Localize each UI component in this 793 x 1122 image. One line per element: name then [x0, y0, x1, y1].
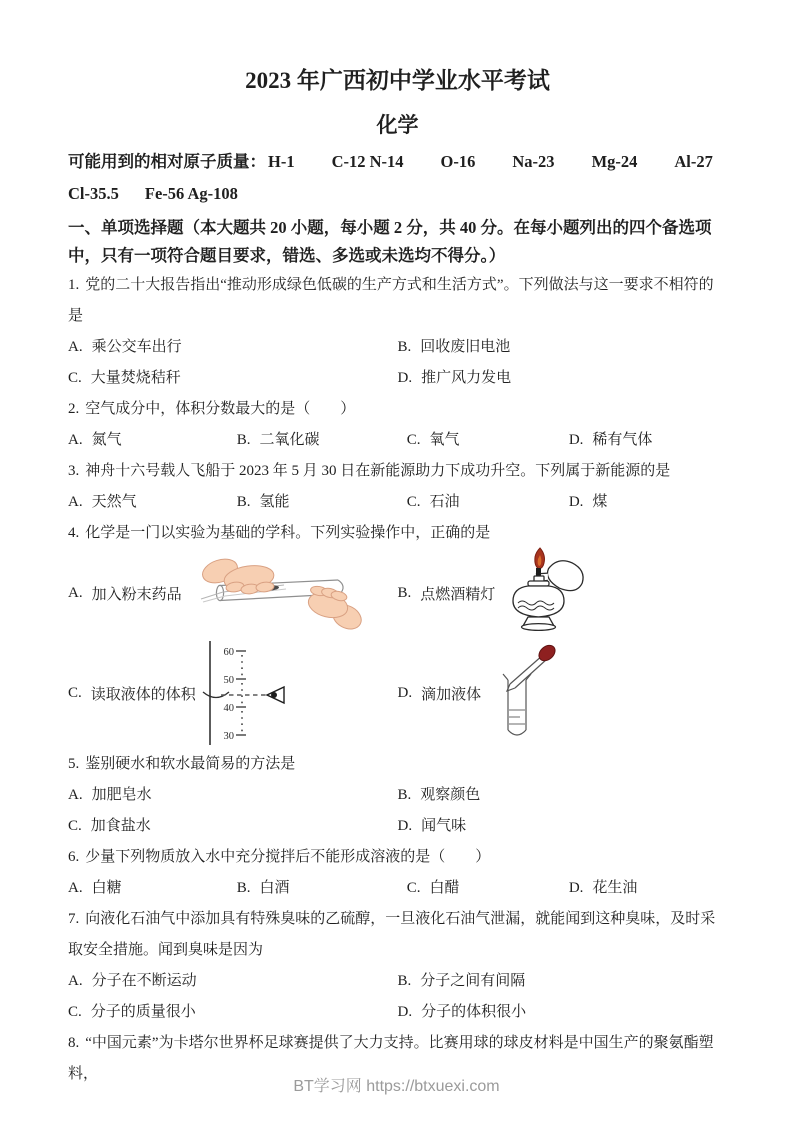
- add-powder-illustration: [187, 553, 365, 633]
- section-heading: 一、单项选择题（本大题共 20 小题，每小题 2 分，共 40 分。在每小题列出的四个备选项中，只有一项符合题目要求，错选、多选或未选均不得分。）: [68, 218, 712, 265]
- scale-label-30: 30: [223, 731, 234, 742]
- question-text: 6. 少量下列物质放入水中充分搅拌后不能形成溶液的是（ ）: [68, 849, 491, 865]
- options-row: [68, 811, 727, 842]
- option-a: A. 分子在不断运动: [68, 973, 197, 989]
- question-text: 2. 空气成分中，体积分数最大的是（ ）: [68, 401, 356, 417]
- option-d: D. 煤: [568, 494, 608, 510]
- question-number: 7.: [68, 911, 80, 927]
- scale-label-40: 40: [223, 703, 234, 714]
- question-4: [68, 518, 727, 749]
- option-d: D. 滴加液体: [398, 637, 728, 749]
- option-c: C. 读取液体的体积 60 50 40 30: [68, 637, 398, 749]
- options-row: [68, 549, 727, 637]
- question-number: 2.: [68, 401, 80, 417]
- options-row: [68, 363, 727, 394]
- page-title: 2023 年广西初中学业水平考试: [245, 68, 550, 93]
- options-row: [68, 780, 727, 811]
- option-c: C. 分子的质量很小: [68, 1004, 196, 1020]
- question-number: 6.: [68, 849, 80, 865]
- subject-title: 化学: [376, 113, 419, 137]
- question-7: [68, 904, 727, 1028]
- read-volume-illustration: [201, 638, 289, 748]
- question-text: 4. 化学是一门以实验为基础的学科。下列实验操作中，正确的是: [68, 525, 491, 541]
- options-row: [68, 487, 727, 518]
- atomic-mass-item: O-16: [440, 152, 476, 171]
- option-d: D. 闻气味: [397, 818, 467, 834]
- option-a: A. 加入粉末药品: [68, 549, 398, 637]
- question-5: [68, 749, 727, 842]
- option-a: A. 白糖: [68, 880, 122, 896]
- question-number: 4.: [68, 525, 80, 541]
- option-c: C. 石油: [406, 494, 460, 510]
- atomic-mass-item: Al-27: [674, 152, 713, 171]
- question-2: [68, 394, 727, 456]
- question-text: 3. 神舟十六号载人飞船于 2023 年 5 月 30 日在新能源助力下成功升空。下列属于新能源的是: [68, 463, 671, 479]
- question-number: 8.: [68, 1035, 80, 1051]
- atomic-mass-item: Fe-56 Ag-108: [144, 184, 238, 203]
- question-text: 8. “中国元素”为卡塔尔世界杯足球赛提供了大力支持。比赛用球的球皮材料是中国生产的聚氨酯塑料，: [68, 1035, 714, 1082]
- question-text: 5. 鉴别硬水和软水最简易的方法是: [68, 756, 296, 772]
- option-d: D. 花生油: [568, 880, 638, 896]
- atomic-mass-item: C-12 N-14: [331, 152, 404, 171]
- option-a: A. 氮气: [68, 432, 122, 448]
- left-hand: [199, 555, 275, 595]
- option-a: A. 乘公交车出行: [68, 339, 182, 355]
- footer-watermark: BT学习网 https://btxuexi.com: [293, 1078, 500, 1095]
- atomic-mass-item: H-1: [268, 152, 295, 171]
- option-c: C. 大量焚烧秸秆: [68, 370, 181, 386]
- question-3: [68, 456, 727, 518]
- question-number: 5.: [68, 756, 80, 772]
- option-b: B. 观察颜色: [397, 787, 481, 803]
- scale-label-60: 60: [223, 647, 234, 658]
- option-c: C. 白醋: [406, 880, 460, 896]
- dropper: [507, 655, 547, 691]
- option-b: B. 白酒: [236, 880, 290, 896]
- atomic-mass-item: Mg-24: [591, 152, 638, 171]
- option-b: B. 氢能: [236, 494, 290, 510]
- option-c: C. 加食盐水: [68, 818, 151, 834]
- option-d: D. 推广风力发电: [397, 370, 512, 386]
- options-row: [68, 966, 727, 997]
- options-row: [68, 425, 727, 456]
- scale-label-50: 50: [223, 675, 234, 686]
- eye-icon: [267, 687, 284, 703]
- option-a: A. 加肥皂水: [68, 787, 152, 803]
- option-d: D. 稀有气体: [568, 432, 653, 448]
- options-row: [68, 997, 727, 1028]
- atomic-masses-line-2: [68, 182, 727, 206]
- options-row: [68, 873, 727, 904]
- drop-liquid-illustration: [486, 640, 560, 746]
- options-row: [68, 637, 727, 749]
- question-number: 3.: [68, 463, 80, 479]
- atomic-mass-item: Na-23: [512, 152, 555, 171]
- question-1: [68, 270, 727, 394]
- option-b: B. 回收废旧电池: [397, 339, 511, 355]
- question-6: [68, 842, 727, 904]
- option-c: C. 氧气: [406, 432, 460, 448]
- option-b: B. 分子之间有间隔: [397, 973, 526, 989]
- question-text: 7. 向液化石油气中添加具有特殊臭味的乙硫醇，一旦液化石油气泄漏，就能闻到这种臭味，及时采取安全措施。闻到臭味是因为: [68, 911, 716, 958]
- option-d: D. 分子的体积很小: [397, 1004, 527, 1020]
- dropper-bulb: [536, 642, 558, 664]
- options-row: [68, 332, 727, 363]
- option-a: A. 天然气: [68, 494, 137, 510]
- option-b: B. 二氧化碳: [236, 432, 320, 448]
- option-b: B. 点燃酒精灯: [398, 549, 728, 637]
- atomic-masses-label: 可能用到的相对原子质量：: [68, 152, 266, 171]
- atomic-mass-item: Cl-35.5: [68, 184, 119, 203]
- atomic-masses-line-1: [68, 150, 727, 174]
- right-hand: [305, 585, 364, 633]
- question-text: 1. 党的二十大报告指出“推动形成绿色低碳的生产方式和生活方式”。下列做法与这一要求不相符的是: [68, 277, 714, 324]
- question-number: 1.: [68, 277, 80, 293]
- alcohol-lamp-illustration: [500, 547, 606, 639]
